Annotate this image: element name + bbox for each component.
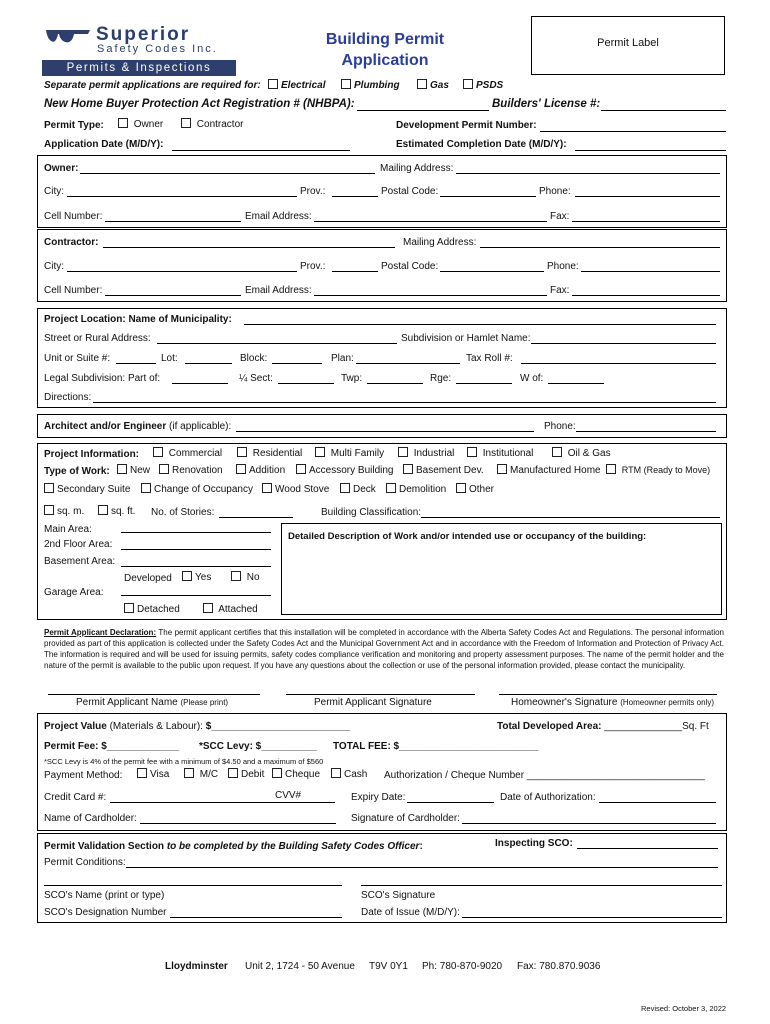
payment-visa[interactable]: Visa	[137, 768, 169, 780]
conditions-field[interactable]	[126, 867, 718, 868]
contractor-email-field[interactable]	[314, 295, 547, 296]
footer-city: Lloydminster	[165, 961, 228, 972]
w-of-label: W of:	[520, 373, 544, 384]
other-checkbox[interactable]	[456, 483, 466, 493]
app-date-label: Application Date (M/D/Y):	[44, 139, 164, 150]
psds-option[interactable]: PSDS	[463, 79, 503, 91]
visa-checkbox[interactable]	[137, 768, 147, 778]
rge-label: Rge:	[430, 373, 452, 384]
applicant-signature-field[interactable]	[286, 694, 475, 695]
street-field[interactable]	[157, 343, 397, 344]
type-residential[interactable]: Residential	[237, 447, 302, 459]
cash-checkbox[interactable]	[331, 768, 341, 778]
auth-date-field[interactable]	[599, 802, 716, 803]
contractor-phone-field[interactable]	[581, 271, 720, 272]
work-rtm[interactable]: RTM (Ready to Move)	[606, 464, 710, 476]
owner-mailing-label: Mailing Address:	[380, 163, 454, 174]
mc-checkbox[interactable]	[184, 768, 194, 778]
owner-city-field[interactable]	[67, 196, 297, 197]
contractor-fax-label: Fax:	[550, 285, 570, 296]
owner-field[interactable]	[80, 173, 375, 174]
w-of-field[interactable]	[548, 383, 604, 384]
change-occupancy-checkbox[interactable]	[141, 483, 151, 493]
sco-sig-field[interactable]	[361, 885, 722, 886]
street-label: Street or Rural Address:	[44, 333, 151, 344]
developed-label: Developed	[124, 573, 172, 584]
contractor-phone-label: Phone:	[547, 261, 579, 272]
cardholder-label: Name of Cardholder:	[44, 813, 137, 824]
deck-checkbox[interactable]	[340, 483, 350, 493]
sect-field[interactable]	[278, 383, 334, 384]
card-sig-field[interactable]	[462, 823, 716, 824]
detached-checkbox[interactable]	[124, 603, 134, 613]
tax-roll-field[interactable]	[521, 363, 716, 364]
owner-option[interactable]: Owner	[118, 118, 163, 130]
owner-email-field[interactable]	[314, 221, 547, 222]
project-info-label: Project Information:	[44, 449, 140, 460]
payment-mc[interactable]: M/C	[184, 768, 218, 780]
subdivision-label: Subdivision or Hamlet Name:	[401, 333, 531, 344]
cardholder-field[interactable]	[140, 823, 336, 824]
homeowner-signature-label: Homeowner's Signature (Homeowner permits only)	[511, 697, 714, 708]
yes-checkbox[interactable]	[182, 571, 192, 581]
work-basement[interactable]: Basement Dev.	[403, 464, 484, 476]
contractor-mailing-field[interactable]	[480, 247, 720, 248]
oil-gas-checkbox[interactable]	[552, 447, 562, 457]
accessory-checkbox[interactable]	[296, 464, 306, 474]
location-label: Project Location: Name of Municipality:	[44, 314, 232, 325]
footer-address: Unit 2, 1724 - 50 Avenue	[245, 961, 355, 972]
subdivision-field[interactable]	[531, 343, 716, 344]
project-value-label: Project Value (Materials & Labour): $_________________________	[44, 721, 351, 732]
owner-email-label: Email Address:	[245, 211, 312, 222]
applicant-name-field[interactable]	[48, 694, 260, 695]
nhbpa-field[interactable]	[357, 110, 489, 111]
legal-label: Legal Subdivision: Part of:	[44, 373, 161, 384]
lot-label: Lot:	[161, 353, 178, 364]
owner-phone-field[interactable]	[575, 196, 720, 197]
main-area-label: Main Area:	[44, 524, 92, 535]
block-field[interactable]	[272, 363, 322, 364]
developed-no[interactable]: No	[231, 571, 260, 583]
legal-part-field[interactable]	[172, 383, 228, 384]
permit-label-box[interactable]	[531, 16, 725, 75]
permit-fee-field[interactable]: Permit Fee: $_____________	[44, 741, 180, 752]
total-area-field[interactable]: ______________Sq. Ft	[604, 721, 709, 732]
second-floor-field[interactable]	[121, 549, 271, 550]
description-box[interactable]	[281, 523, 722, 615]
unit-label: Unit or Suite #:	[44, 353, 111, 364]
architect-phone-field[interactable]	[576, 431, 716, 432]
contractor-postal-label: Postal Code:	[381, 261, 439, 272]
multi-family-checkbox[interactable]	[315, 447, 325, 457]
inspecting-label: Inspecting SCO:	[495, 838, 573, 849]
contractor-label: Contractor:	[44, 237, 99, 248]
payment-debit[interactable]: Debit	[228, 768, 264, 780]
contractor-email-label: Email Address:	[245, 285, 312, 296]
owner-prov-field[interactable]	[332, 196, 378, 197]
total-fee-field[interactable]: TOTAL FEE: $_________________________	[333, 741, 539, 752]
title-line2: Application	[341, 52, 429, 69]
work-addition[interactable]: Addition	[236, 464, 285, 476]
completion-date-label: Estimated Completion Date (M/D/Y):	[396, 139, 567, 150]
sqm-checkbox[interactable]	[44, 505, 54, 515]
sco-name-field[interactable]	[44, 885, 342, 886]
banner: Permits & Inspections	[42, 60, 236, 76]
contractor-prov-label: Prov.:	[300, 261, 326, 272]
credit-card-field[interactable]	[110, 802, 335, 803]
declaration	[44, 627, 724, 671]
gas-option[interactable]: Gas	[417, 79, 449, 91]
classification-field[interactable]	[421, 517, 720, 518]
plan-label: Plan:	[331, 353, 354, 364]
contractor-field[interactable]	[103, 247, 395, 248]
contractor-checkbox[interactable]	[181, 118, 191, 128]
garage-attached[interactable]: Attached	[203, 603, 258, 615]
inspecting-field[interactable]	[577, 848, 718, 849]
declaration-text: The permit applicant certifies that this installation will be completed in accordance with the Alberta Safety Codes Act and Regulations. The personal information provided as part of this application is collected under the Safety Codes Act and the Municipal Government Act and in accordance with the Freedom of Information and Protection of Privacy Act. The information is required and will be used for issuing permits, safety codes compliance verification and monitoring and property assessment purposes. The name of the permit holder and the nature of the permit is available to the public upon request. If you have any questions about the collection or use of the personal information provided, please contact the municipality.	[44, 628, 724, 670]
auth-cheque-field[interactable]: Authorization / Cheque Number ________________________________	[384, 770, 705, 781]
project-value-field[interactable]: $_________________________	[205, 721, 351, 732]
payment-method-label: Payment Method:	[44, 770, 123, 781]
type-commercial[interactable]: Commercial	[153, 447, 222, 459]
applicant-signature-label: Permit Applicant Signature	[314, 697, 432, 708]
debit-checkbox[interactable]	[228, 768, 238, 778]
work-demolition[interactable]: Demolition	[386, 483, 446, 495]
manufactured-checkbox[interactable]	[497, 464, 507, 474]
contractor-cell-field[interactable]	[105, 295, 241, 296]
plumbing-checkbox[interactable]	[341, 79, 351, 89]
garage-detached[interactable]: Detached	[124, 603, 180, 615]
type-oil-gas[interactable]: Oil & Gas	[552, 447, 611, 459]
homeowner-signature-field[interactable]	[499, 694, 717, 695]
sco-name-label: SCO's Name (print or type)	[44, 890, 165, 901]
twp-label: Twp:	[341, 373, 363, 384]
title-line1: Building Permit	[325, 31, 445, 48]
footer-revised: Revised: October 3, 2022	[641, 1004, 727, 1013]
basement-checkbox[interactable]	[403, 464, 413, 474]
electrical-option[interactable]: Electrical	[268, 79, 325, 91]
basement-area-label: Basement Area:	[44, 556, 116, 567]
dev-permit-field[interactable]	[540, 131, 726, 132]
no-checkbox[interactable]	[231, 571, 241, 581]
total-area-label: Total Developed Area: ______________Sq. Ft	[497, 721, 709, 732]
architect-field[interactable]	[236, 431, 534, 432]
type-institutional[interactable]: Institutional	[467, 447, 533, 459]
work-deck[interactable]: Deck	[340, 483, 376, 495]
garage-area-field[interactable]	[121, 595, 271, 596]
psds-checkbox[interactable]	[463, 79, 473, 89]
applicant-name-label: Permit Applicant Name (Please print)	[76, 697, 229, 708]
owner-cell-label: Cell Number:	[44, 211, 103, 222]
payment-cheque[interactable]: Cheque	[272, 768, 320, 780]
permit-label-text: Permit Label	[597, 37, 659, 49]
logo-line1: Superior	[96, 24, 191, 45]
electrical-checkbox[interactable]	[268, 79, 278, 89]
stories-label: No. of Stories:	[151, 507, 215, 518]
logo-glasses-icon	[44, 26, 92, 48]
footer-fax: Fax: 780.870.9036	[517, 961, 601, 972]
owner-postal-label: Postal Code:	[381, 186, 439, 197]
rtm-checkbox[interactable]	[606, 464, 616, 474]
levy-note: *SCC Levy is 4% of the permit fee with a minimum of $4.50 and a maximum of $560	[44, 757, 324, 766]
municipality-field[interactable]	[244, 324, 716, 325]
card-sig-label: Signature of Cardholder:	[351, 813, 460, 824]
directions-label: Directions:	[44, 392, 92, 403]
contractor-option[interactable]: Contractor	[181, 118, 243, 130]
completion-date-field[interactable]	[575, 150, 726, 151]
industrial-checkbox[interactable]	[398, 447, 408, 457]
owner-postal-field[interactable]	[440, 196, 536, 197]
plumbing-option[interactable]: Plumbing	[341, 79, 400, 91]
owner-prov-label: Prov.:	[300, 186, 326, 197]
stories-field[interactable]	[219, 517, 293, 518]
directions-field[interactable]	[93, 402, 716, 403]
logo-line2: Safety Codes Inc.	[97, 43, 218, 55]
work-manufactured[interactable]: Manufactured Home	[497, 464, 601, 476]
developed-yes[interactable]: Yes	[182, 571, 211, 583]
conditions-label: Permit Conditions:	[44, 857, 126, 868]
permit-type-label: Permit Type:	[44, 120, 104, 131]
sco-sig-label: SCO's Signature	[361, 890, 436, 901]
contractor-prov-field[interactable]	[332, 271, 378, 272]
validation-label: Permit Validation Section to be completed by the Building Safety Codes Officer:	[44, 841, 423, 852]
attached-checkbox[interactable]	[203, 603, 213, 613]
auth-date-label: Date of Authorization:	[500, 792, 596, 803]
main-area-field[interactable]	[121, 532, 271, 533]
cvv-label: CVV#	[275, 790, 302, 801]
gas-checkbox[interactable]	[417, 79, 427, 89]
payment-cash[interactable]: Cash	[331, 768, 367, 780]
expiry-field[interactable]	[407, 802, 494, 803]
garage-area-label: Garage Area:	[44, 587, 104, 598]
sco-designation-label: SCO's Designation Number	[44, 907, 167, 918]
plan-field[interactable]	[356, 363, 460, 364]
dev-permit-label: Development Permit Number:	[396, 120, 537, 131]
footer-phone: Ph: 780-870-9020	[422, 961, 503, 972]
work-new[interactable]: New	[117, 464, 150, 476]
tax-roll-label: Tax Roll #:	[466, 353, 513, 364]
sqft-option[interactable]: sq. ft.	[98, 505, 135, 517]
work-type-label: Type of Work:	[44, 466, 110, 477]
page-title	[300, 29, 470, 71]
classification-label: Building Classification:	[321, 507, 422, 518]
credit-card-label: Credit Card #:	[44, 792, 107, 803]
contractor-city-label: City:	[44, 261, 64, 272]
type-industrial[interactable]: Industrial	[398, 447, 454, 459]
demolition-checkbox[interactable]	[386, 483, 396, 493]
work-other[interactable]: Other	[456, 483, 494, 495]
work-renovation[interactable]: Renovation	[159, 464, 223, 476]
type-multi-family[interactable]: Multi Family	[315, 447, 384, 459]
date-issue-field[interactable]	[462, 917, 722, 918]
sect-label: ¼ Sect:	[239, 373, 273, 384]
commercial-checkbox[interactable]	[153, 447, 163, 457]
owner-mailing-field[interactable]	[456, 173, 720, 174]
owner-cell-field[interactable]	[105, 221, 241, 222]
residential-checkbox[interactable]	[237, 447, 247, 457]
work-secondary-suite[interactable]: Secondary Suite	[44, 483, 130, 495]
contractor-city-field[interactable]	[67, 271, 297, 272]
work-change-occupancy[interactable]: Change of Occupancy	[141, 483, 253, 495]
license-field[interactable]	[601, 110, 726, 111]
contractor-fax-field[interactable]	[572, 295, 720, 296]
expiry-label: Expiry Date:	[351, 792, 406, 803]
contractor-mailing-label: Mailing Address:	[403, 237, 477, 248]
architect-phone-label: Phone:	[544, 421, 576, 432]
secondary-suite-checkbox[interactable]	[44, 483, 54, 493]
owner-fax-label: Fax:	[550, 211, 570, 222]
lot-field[interactable]	[185, 363, 232, 364]
nhbpa-label: New Home Buyer Protection Act Registration # (NHBPA):	[44, 98, 355, 110]
owner-label: Owner:	[44, 163, 79, 174]
scc-levy-field[interactable]: *SCC Levy: $__________	[199, 741, 317, 752]
basement-area-field[interactable]	[121, 566, 271, 567]
second-floor-label: 2nd Floor Area:	[44, 539, 113, 550]
description-label: Detailed Description of Work and/or intended use or occupancy of the building:	[288, 531, 647, 542]
date-issue-label: Date of Issue (M/D/Y):	[361, 907, 460, 918]
required-text: Separate permit applications are required for:	[44, 80, 261, 91]
declaration-heading: Permit Applicant Declaration:	[44, 628, 157, 637]
owner-checkbox[interactable]	[118, 118, 128, 128]
contractor-cell-label: Cell Number:	[44, 285, 103, 296]
work-accessory[interactable]: Accessory Building	[296, 464, 393, 476]
contractor-postal-field[interactable]	[440, 271, 544, 272]
unit-field[interactable]	[116, 363, 156, 364]
owner-fax-field[interactable]	[572, 221, 720, 222]
owner-phone-label: Phone:	[539, 186, 571, 197]
sco-designation-field[interactable]	[170, 917, 342, 918]
wood-stove-checkbox[interactable]	[262, 483, 272, 493]
sqft-checkbox[interactable]	[98, 505, 108, 515]
sqm-option[interactable]: sq. m.	[44, 505, 84, 517]
footer-postal: T9V 0Y1	[369, 961, 408, 972]
license-label: Builders' License #:	[492, 98, 601, 110]
work-wood-stove[interactable]: Wood Stove	[262, 483, 329, 495]
owner-city-label: City:	[44, 186, 64, 197]
block-label: Block:	[240, 353, 268, 364]
app-date-field[interactable]	[172, 150, 350, 151]
architect-label: Architect and/or Engineer (if applicable):	[44, 421, 232, 432]
new-checkbox[interactable]	[117, 464, 127, 474]
cheque-checkbox[interactable]	[272, 768, 282, 778]
renovation-checkbox[interactable]	[159, 464, 169, 474]
institutional-checkbox[interactable]	[467, 447, 477, 457]
addition-checkbox[interactable]	[236, 464, 246, 474]
twp-field[interactable]	[367, 383, 423, 384]
rge-field[interactable]	[456, 383, 512, 384]
